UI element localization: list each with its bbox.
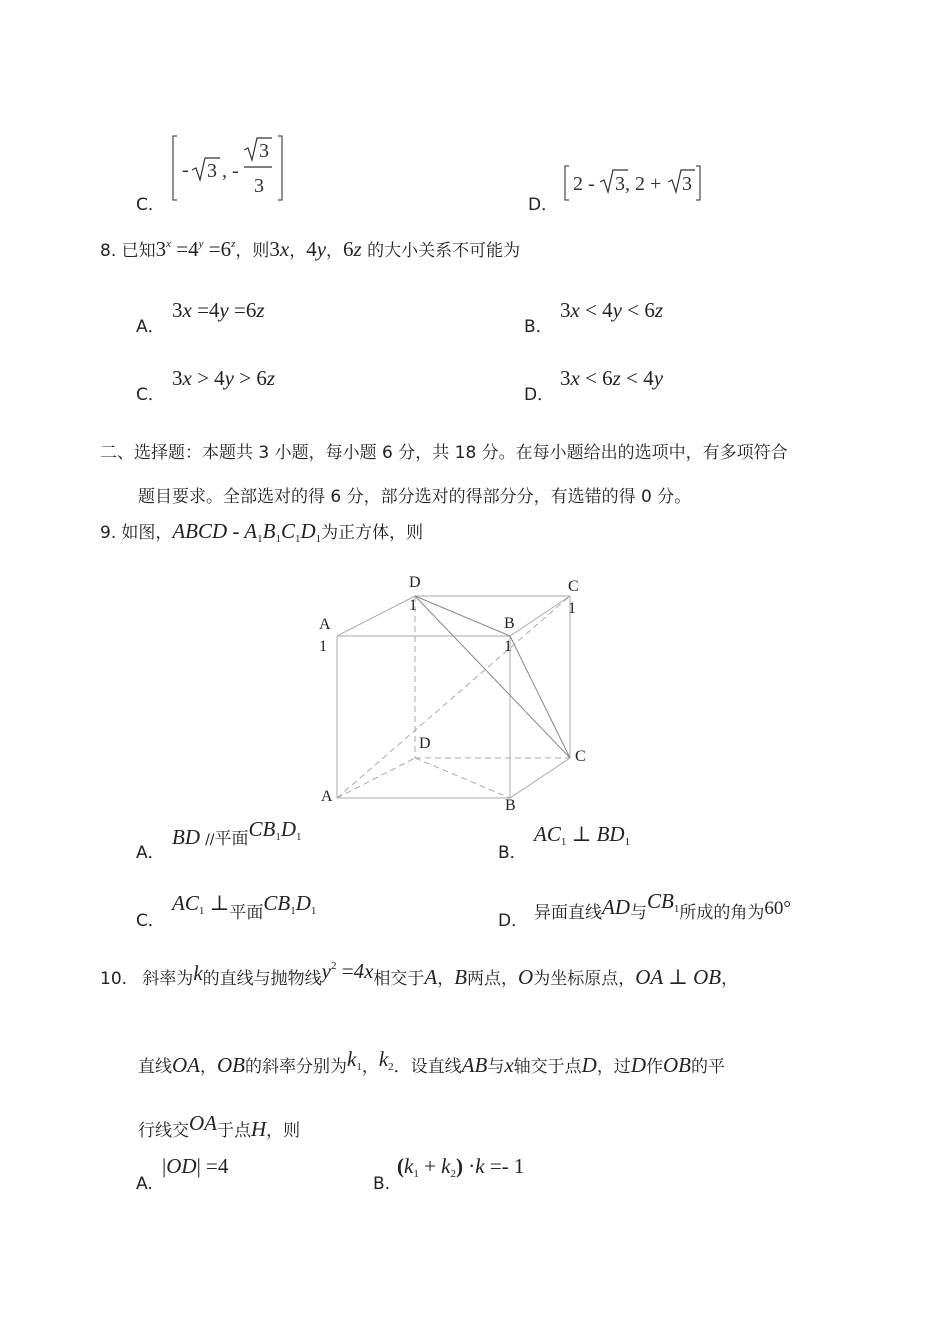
q9-optB-label: B． <box>498 843 527 863</box>
q8-optB-expr: 3x < 4y < 6z <box>560 298 664 322</box>
q10-line1: 10. 斜率为k的直线与抛物线$y^2 =4x$相交于A，B两点，O为坐标原点，OA ⊥ OB， <box>100 959 739 989</box>
q8-optC-expr: 3x > 4y > 6z <box>172 366 276 390</box>
q9-optD-expr: 异面直线AD与$CB_1$所成的角为60° <box>534 889 791 923</box>
q7-optC-expr <box>168 130 288 206</box>
cube-label-D1-sub: 1 <box>409 597 417 614</box>
cube-label-A1: A <box>319 616 331 633</box>
svg-text:3: 3 <box>682 173 692 195</box>
cube-label-C1-sub: 1 <box>568 600 576 617</box>
cube-label-B1-sub: 1 <box>504 638 512 655</box>
svg-text:3: 3 <box>254 175 264 197</box>
q9-optC-expr: $AC_1$ ⊥平面$CB_1D_1$ <box>172 891 317 923</box>
q7-optD-expr <box>560 160 706 206</box>
cube-label-C: C <box>575 748 586 765</box>
cube-label-A1-sub: 1 <box>319 638 327 655</box>
section2-line2: 题目要求。全部选对的得 6 分，部分选对的得部分分，有选错的得 0 分。 <box>138 487 692 507</box>
q10-optB-label: B. <box>373 1174 391 1194</box>
q8-optA-expr: 3x =4y =6z <box>172 298 265 322</box>
cube-label-D: D <box>419 735 431 752</box>
q9-optC-label: C． <box>136 911 165 931</box>
svg-text:3: 3 <box>259 140 269 162</box>
q8-optB-label: B． <box>524 317 553 337</box>
q8-term-3x: 3x <box>269 237 290 261</box>
q9-optA-label: A． <box>136 843 165 863</box>
svg-text:3: 3 <box>207 160 217 182</box>
q9-optD-label: D． <box>498 911 529 931</box>
q9-optA-expr: BD //平面$CB_1D_1$ <box>172 817 302 849</box>
q8-optA-label: A． <box>136 317 165 337</box>
q10-optB-expr: $(k_1 + k_2) \cdot k =- 1$ <box>397 1154 525 1180</box>
svg-text:, -: , - <box>222 160 239 182</box>
cube-label-D1: D <box>409 574 421 591</box>
svg-text:3, 2 +: 3, 2 + <box>615 173 662 195</box>
q9-optB-expr: $AC_1$ ⊥ $BD_1$ <box>534 822 631 848</box>
q10-optA-expr: |OD| =4 <box>162 1154 229 1178</box>
q8-optD-expr: 3x < 6z < 4y <box>560 366 664 390</box>
cube-label-C1: C <box>568 578 579 595</box>
q8-stem: 8. 已知$3^x =4^y =6^z$，则3x，4y，6z 的大小关系不可能为 <box>100 237 521 261</box>
q8-optC-label: C． <box>136 385 165 405</box>
q10-line2: 直线OA，OB的斜率分别为$k_1$，$k_2$．设直线AB与x轴交于点D，过D作OB的平 <box>138 1047 725 1077</box>
q9-stem: 9. 如图，ABCD - $A_1B_1C_1D_1$为正方体，则 <box>100 519 424 545</box>
q7-optD-label: D． <box>528 195 559 215</box>
q8-term-4y: 4y <box>306 237 327 261</box>
q8-given: $3^x =4^y =6^z$ <box>155 237 236 261</box>
cube-label-A: A <box>321 788 333 805</box>
q10-line3: 行线交OA于点H，则 <box>138 1111 301 1141</box>
q7-optC-label: C． <box>136 195 165 215</box>
q10-optA-label: A. <box>136 1174 153 1194</box>
svg-text:2 -: 2 - <box>573 173 595 195</box>
section2-line1: 二、选择题：本题共 3 小题，每小题 6 分，共 18 分。在每小题给出的选项中，有多项符合 <box>100 443 788 463</box>
cube-label-B: B <box>505 797 516 814</box>
svg-text:-: - <box>182 159 189 181</box>
cube-label-B1: B <box>504 615 515 632</box>
q8-optD-label: D． <box>524 385 555 405</box>
q8-term-6z: 6z <box>343 237 362 261</box>
q9-solid: ABCD - $A_1B_1C_1D_1$ <box>172 519 322 545</box>
